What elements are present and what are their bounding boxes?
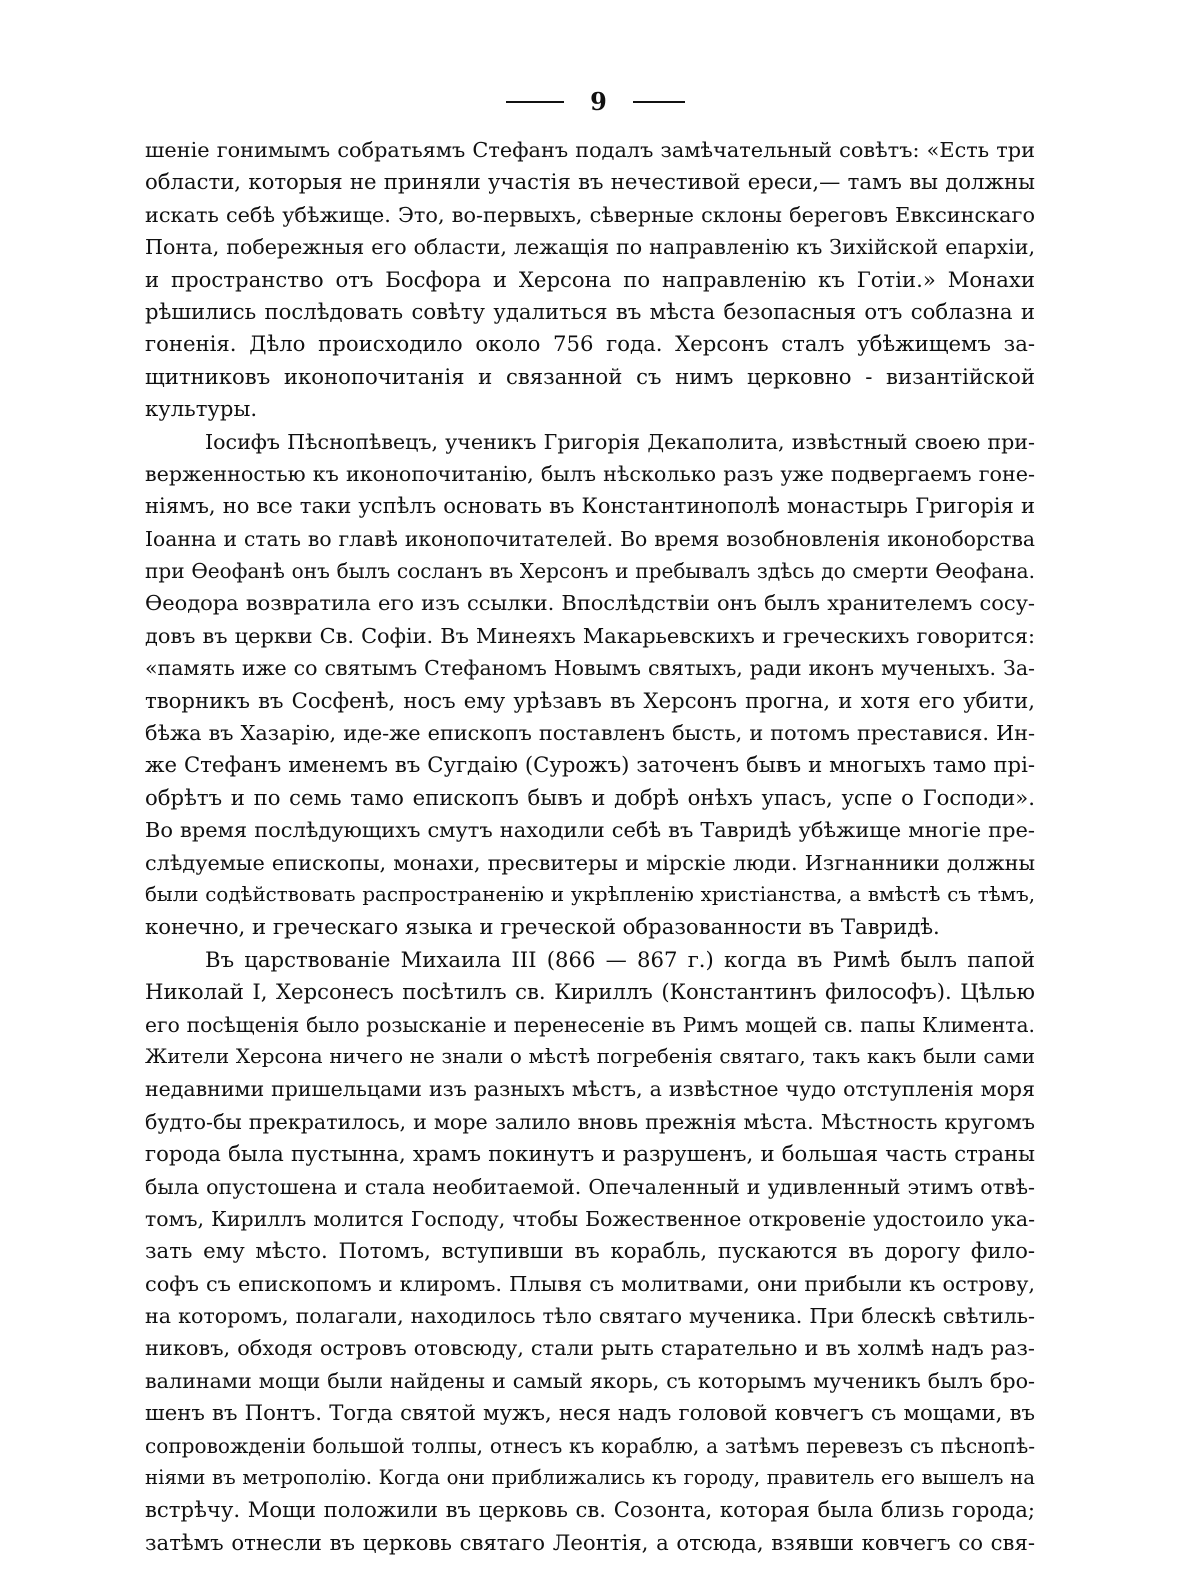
text-line: обрѣтъ и по семь тамо епископъ бывъ и добрѣ онѣхъ упасъ, успе о Господи». [145,784,1035,810]
text-line: Ѳеодора возвратила его изъ ссылки. Впослѣдствіи онъ былъ хранителемъ сосу- [145,591,1035,616]
text-line: шенъ въ Понтъ. Тогда святой мужъ, неся надъ головой ковчегъ съ мощами, въ [145,1400,1035,1426]
text-line: слѣдуемые епископы, монахи, пресвитеры и мірскіе люди. Изгнанники должны [145,850,1035,875]
text-line: софъ съ епископомъ и клиромъ. Плывя съ молитвами, они прибыли къ острову, [145,1271,1035,1296]
text-line: никовъ, обходя островъ отовсюду, стали рыть старательно и въ холмѣ надъ раз- [145,1336,1035,1361]
text-line: творникъ въ Сосфенѣ, носъ ему урѣзавъ въ Херсонъ прогна, и хотя его убити, [145,687,1035,713]
text-line: Іоанна и стать во главѣ иконопочитателей. Во время возобновленія иконоборства [145,526,1035,551]
text-line: верженностью къ иконопочитанію, былъ нѣсколько разъ уже подвергаемъ гоне- [145,461,1035,486]
text-line: зать ему мѣсто. Потомъ, вступивши въ корабль, пускаются въ дорогу фило- [145,1238,1035,1264]
text-line: искать себѣ убѣжище. Это, во-первыхъ, сѣверные склоны береговъ Евксинскаго [145,202,1035,227]
text-line: бѣжа въ Хазарію, иде-же епископъ поставленъ бысть, и потомъ преставися. Ин- [145,721,1035,746]
text-line: на которомъ, полагали, находилось тѣло святаго мученика. При блескѣ свѣтиль- [145,1304,1035,1329]
text-line: Понта, побережныя его области, лежащія по направленію къ Зихійской епархіи, [145,235,1035,260]
text-line: встрѣчу. Мощи положили въ церковь св. Созонта, которая была близь города; [145,1497,1035,1523]
text-line: затѣмъ отнесли въ церковь святаго Леонтія, а отсюда, взявши ковчегъ со свя- [145,1529,1035,1555]
text-line: гоненія. Дѣло происходило около 756 года. Херсонъ сталъ убѣжищемъ за- [145,331,1035,357]
text-line: Іосифъ Пѣснопѣвецъ, ученикъ Григорія Декаполита, извѣстный своею при- [205,429,1035,454]
header-rule-left [506,101,564,103]
text-line: Во время послѣдующихъ смутъ находили себѣ въ Тавридѣ убѣжище многіе пре- [145,818,1035,843]
text-line: были содѣйствовать распространенію и укрѣпленію христіанства, а вмѣстѣ съ тѣмъ, [145,882,1035,906]
text-line: недавними пришельцами изъ разныхъ мѣстъ, а извѣстное чудо отступленія моря [145,1077,1035,1102]
header-rule-right [633,101,685,103]
text-line: области, которыя не приняли участія въ нечестивой ереси,— тамъ вы должны [145,169,1035,195]
text-line: конечно, и греческаго языка и греческой образованности въ Тавридѣ. [145,914,940,940]
text-line: валинами мощи были найдены и самый якорь, съ которымъ мученикъ былъ бро- [145,1368,1035,1393]
text-line: Николай I, Херсонесъ посѣтилъ св. Кириллъ (Константинъ философъ). Цѣлью [145,979,1035,1005]
text-line: и пространство отъ Босфора и Херсона по направленію къ Готіи.» Монахи [145,266,1035,292]
text-line: Въ царствованіе Михаила III (866 — 867 г.) когда въ Римѣ былъ папой [205,946,1035,972]
body-text [145,134,1035,1559]
text-line: томъ, Кириллъ молится Господу, чтобы Божественное откровеніе удостоило ука- [145,1206,1035,1231]
text-line: была опустошена и стала необитаемой. Опечаленный и удивленный этимъ отвѣ- [145,1174,1035,1199]
text-line: ніямъ, но все таки успѣлъ основать въ Константинополѣ монастырь Григорія и [145,493,1035,519]
text-line: его посѣщенія было розысканіе и перенесеніе въ Римъ мощей св. папы Климента. [145,1012,1035,1037]
text-line: же Стефанъ именемъ въ Сугдаію (Сурожъ) заточенъ бывъ и многыхъ тамо прі- [145,752,1035,778]
text-line: будто-бы прекратилось, и море залило вновь прежнія мѣста. Мѣстность кругомъ [145,1109,1035,1134]
text-line: «память иже со святымъ Стефаномъ Новымъ святыхъ, ради иконъ мученыхъ. За- [145,656,1035,681]
text-line: щитниковъ иконопочитанія и связанной съ нимъ церковно - византійской [145,363,1035,389]
text-line: при Ѳеофанѣ онъ былъ сосланъ въ Херсонъ и пребывалъ здѣсь до смерти Ѳеофана. [145,559,1035,584]
text-line: Жители Херсона ничего не знали о мѣстѣ погребенія святаго, такъ какъ были сами [145,1044,1035,1068]
text-line: шеніе гонимымъ собратьямъ Стефанъ подалъ замѣчательный совѣтъ: «Есть три [145,138,1035,162]
text-line: города была пустынна, храмъ покинутъ и разрушенъ, и большая часть страны [145,1141,1035,1167]
page-header [0,82,1191,122]
text-line: рѣшились послѣдовать совѣту удалиться въ мѣста безопасныя отъ соблазна и [145,298,1035,324]
text-line: ніями въ метрополію. Когда они приближались къ городу, правитель его вышелъ на [145,1466,1035,1490]
text-line: довъ въ церкви Св. Софіи. Въ Минеяхъ Макарьевскихъ и греческихъ говорится: [145,623,1035,648]
page-number: 9 [590,87,607,116]
text-line: культуры. [145,396,258,422]
text-line: сопровожденіи большой толпы, отнесъ къ кораблю, а затѣмъ перевезъ съ пѣснопѣ- [145,1433,1035,1458]
